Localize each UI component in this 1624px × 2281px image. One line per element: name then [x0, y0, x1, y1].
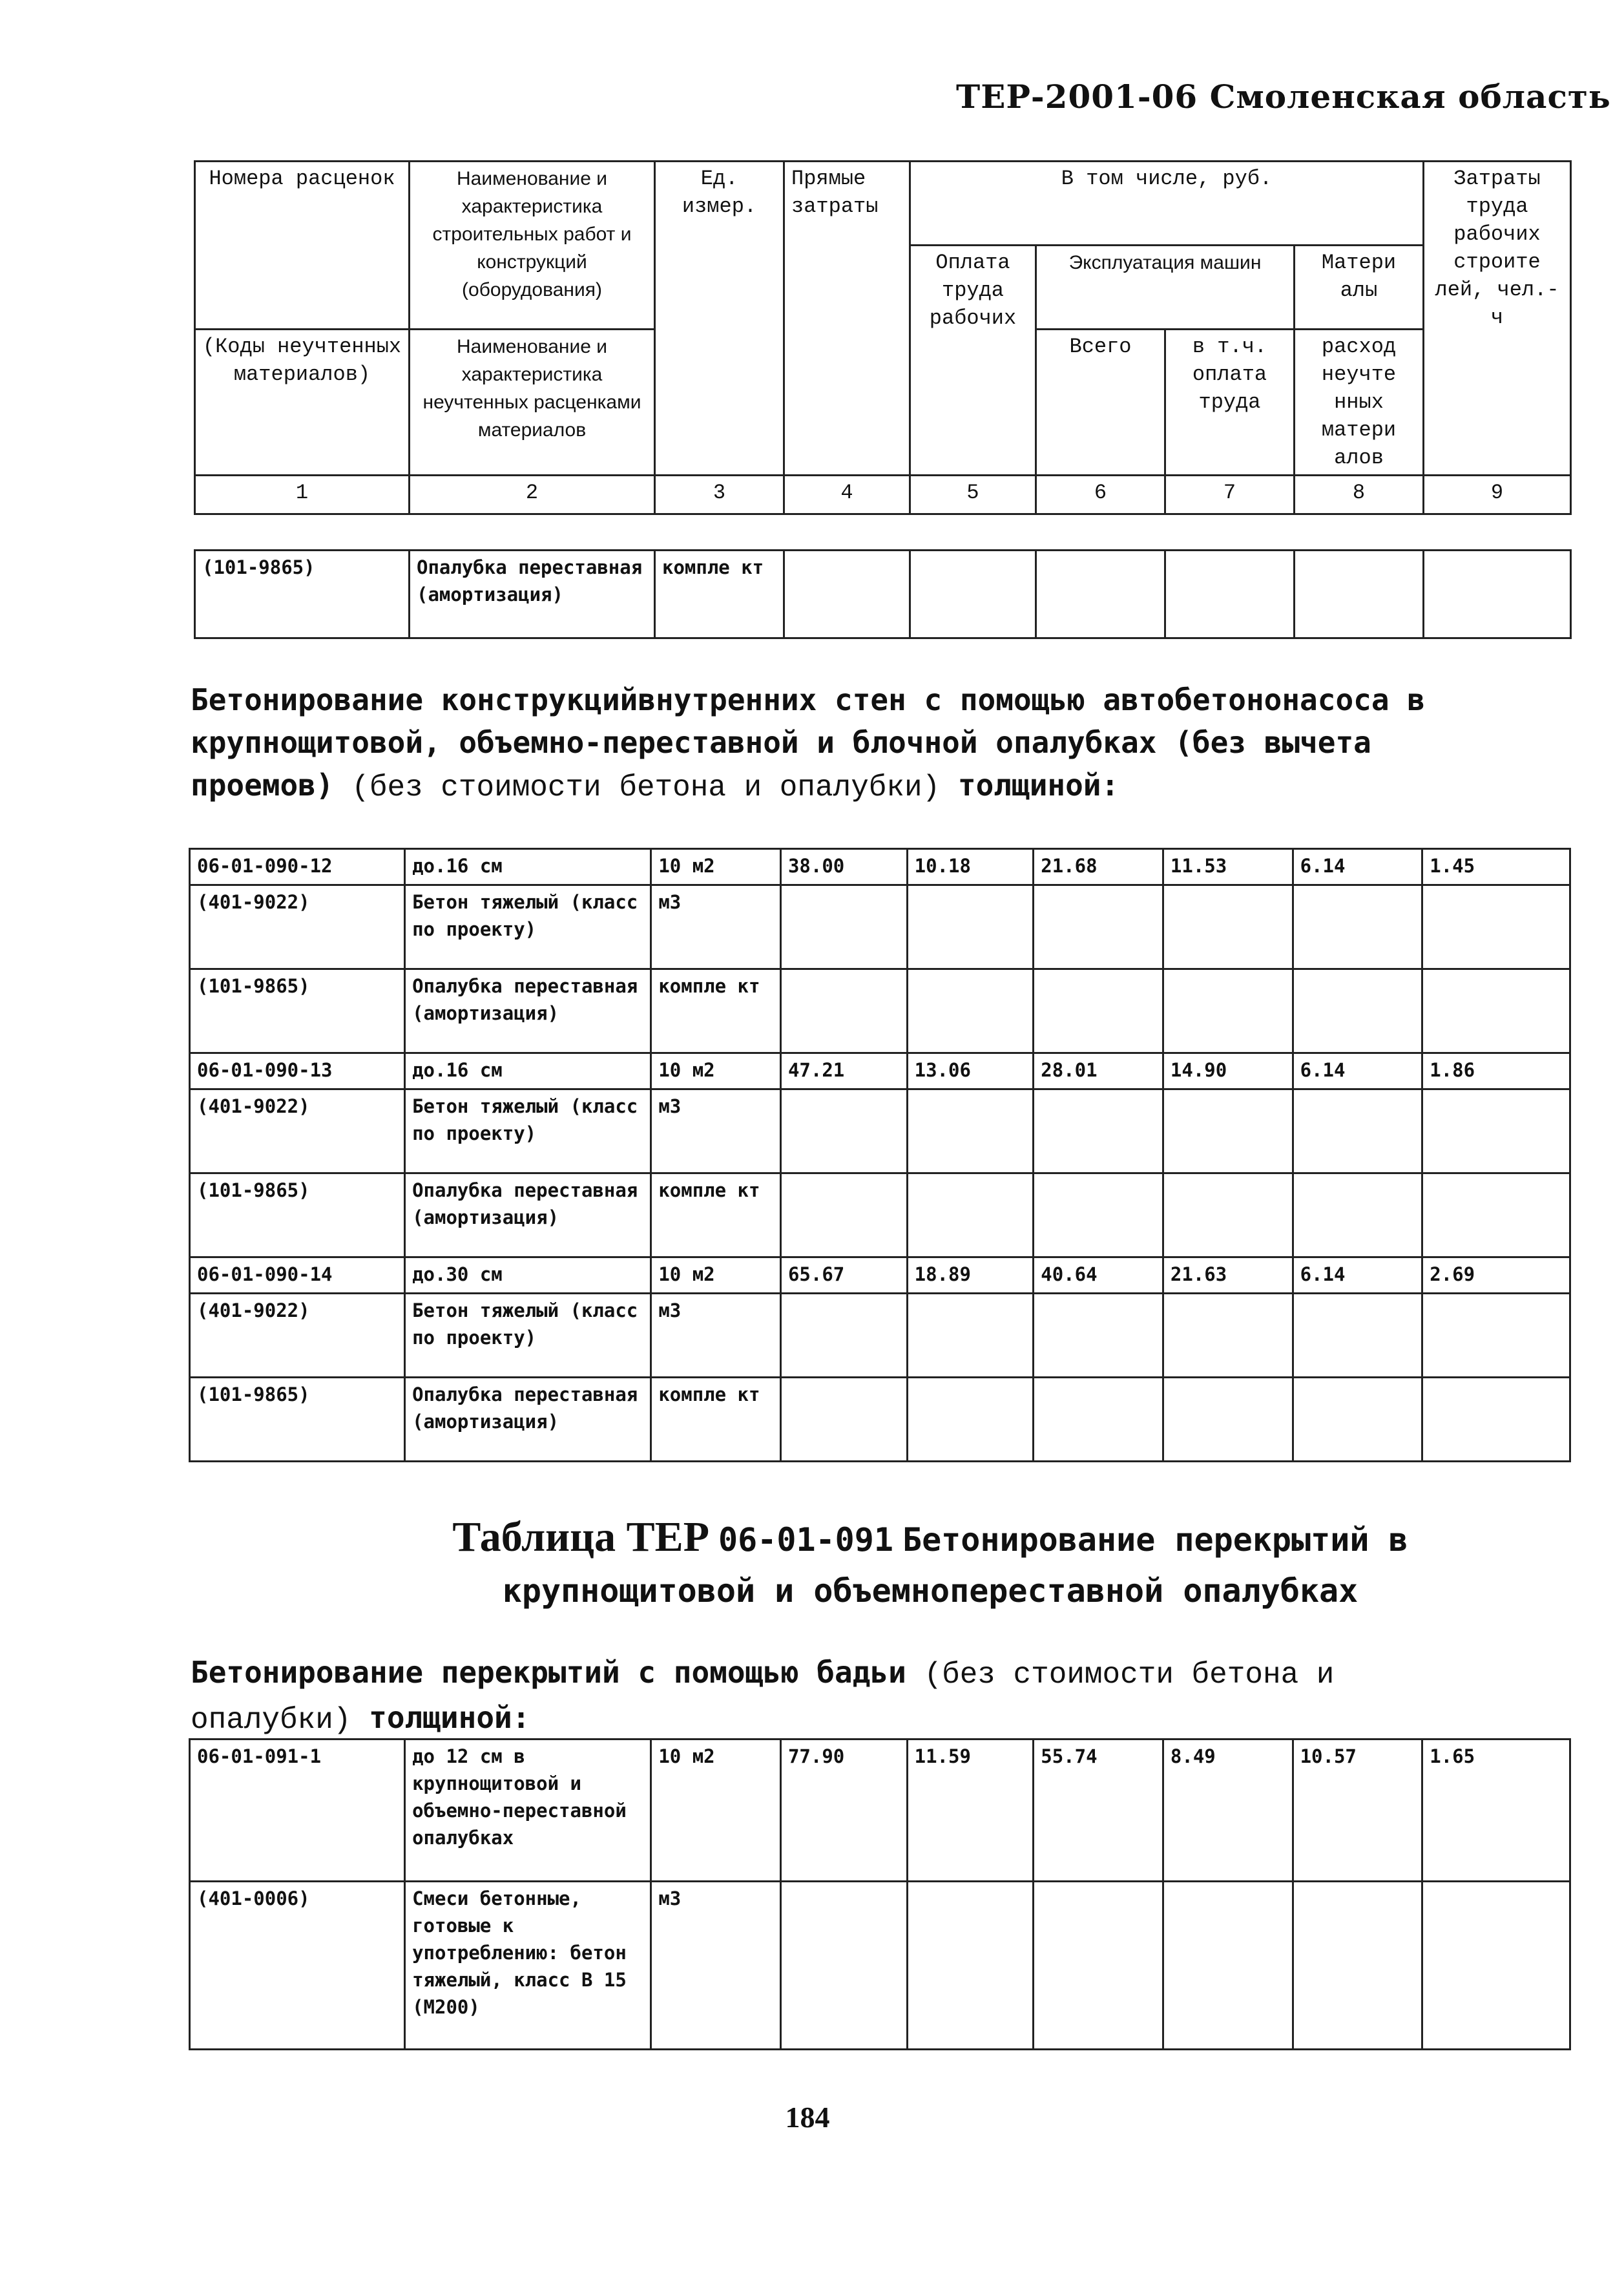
rate-code-cell: (401-0006): [190, 1882, 405, 2050]
rate-code-cell: (401-9022): [190, 885, 405, 969]
name-cell: Опалубка переставная (амортизация): [405, 1378, 651, 1462]
table-row: [190, 1882, 1570, 2050]
worker-pay-cell: [907, 1294, 1034, 1378]
table-title-code: 06-01-091: [718, 1521, 893, 1559]
unit-cell: компле кт: [651, 969, 781, 1053]
table-row: [190, 1740, 1570, 1882]
labor-cell: [1422, 1294, 1570, 1378]
rate-code-cell: (101-9865): [195, 551, 410, 638]
direct-cost-cell: [780, 1089, 907, 1173]
materials-cell: [1295, 551, 1424, 638]
header-work-name: Наименование и характеристика строительных работ и конструкций (оборудования): [410, 162, 655, 330]
rate-code-cell: (101-9865): [190, 969, 405, 1053]
unit-cell: компле кт: [651, 1378, 781, 1462]
table-c: [189, 1738, 1571, 2050]
unit-cell: 10 м2: [651, 1257, 781, 1294]
header-direct-costs: Прямые затраты: [784, 162, 910, 476]
machine-pay-cell: [1163, 969, 1293, 1053]
labor-cell: [1422, 969, 1570, 1053]
rate-code-cell: (401-9022): [190, 1294, 405, 1378]
unit-cell: компле кт: [655, 551, 784, 638]
worker-pay-cell: [910, 551, 1036, 638]
table-row: [195, 551, 1571, 638]
machine-pay-cell: 21.63: [1163, 1257, 1293, 1294]
table-row: [190, 885, 1570, 969]
labor-cell: [1422, 1089, 1570, 1173]
worker-pay-cell: 10.18: [907, 849, 1034, 885]
machine-pay-cell: [1163, 885, 1293, 969]
name-cell: Бетон тяжелый (класс по проекту): [405, 1294, 651, 1378]
name-cell: до.16 см: [405, 1053, 651, 1089]
header-total: Всего: [1036, 330, 1165, 476]
header-unit: Ед. измер.: [655, 162, 784, 476]
machine-pay-cell: [1163, 1089, 1293, 1173]
labor-cell: [1422, 1882, 1570, 2050]
header-worker-pay: Оплата труда рабочих: [910, 246, 1036, 476]
column-number: 9: [1424, 476, 1571, 514]
column-number: 5: [910, 476, 1036, 514]
table-row: [190, 1053, 1570, 1089]
unit-cell: м3: [651, 1089, 781, 1173]
name-cell: до.30 см: [405, 1257, 651, 1294]
machine-pay-cell: 8.49: [1163, 1740, 1293, 1882]
machines-cell: [1034, 1882, 1163, 2050]
column-number: 3: [655, 476, 784, 514]
table-b: [189, 848, 1571, 1462]
machines-cell: [1034, 1089, 1163, 1173]
table-row: [190, 1378, 1570, 1462]
machines-cell: [1034, 885, 1163, 969]
direct-cost-cell: [780, 1882, 907, 2050]
table-title-prefix: Таблица ТЕР: [452, 1513, 710, 1561]
unit-cell: 10 м2: [651, 1740, 781, 1882]
rate-code-cell: (401-9022): [190, 1089, 405, 1173]
materials-cell: [1293, 1089, 1422, 1173]
labor-cell: 1.86: [1422, 1053, 1570, 1089]
materials-cell: [1293, 1173, 1422, 1257]
section-heading-walls-normal: (без стоимости бетона и опалубки): [351, 771, 941, 804]
rate-code-cell: (101-9865): [190, 1173, 405, 1257]
machine-pay-cell: [1163, 1882, 1293, 2050]
unit-cell: м3: [651, 885, 781, 969]
materials-cell: 6.14: [1293, 1257, 1422, 1294]
name-cell: до.16 см: [405, 849, 651, 885]
machine-pay-cell: [1163, 1294, 1293, 1378]
direct-cost-cell: [780, 1378, 907, 1462]
worker-pay-cell: [907, 1089, 1034, 1173]
name-cell: Опалубка переставная (амортизация): [405, 1173, 651, 1257]
machine-pay-cell: [1163, 1173, 1293, 1257]
header-unrecorded-consumption: расход неучте нных матери алов: [1295, 330, 1424, 476]
worker-pay-cell: 13.06: [907, 1053, 1034, 1089]
machine-pay-cell: 11.53: [1163, 849, 1293, 885]
direct-cost-cell: [780, 1294, 907, 1378]
running-title: ТЕР-2001-06 Смоленская область: [956, 78, 1611, 116]
table-row: [190, 1257, 1570, 1294]
section-heading-walls: [191, 678, 1489, 809]
worker-pay-cell: 18.89: [907, 1257, 1034, 1294]
unit-cell: 10 м2: [651, 1053, 781, 1089]
header-including: В том числе, руб.: [910, 162, 1424, 246]
header-rate-number: Номера расценок: [195, 162, 410, 330]
labor-cell: [1422, 1378, 1570, 1462]
direct-cost-cell: 38.00: [780, 849, 907, 885]
name-cell: Бетон тяжелый (класс по проекту): [405, 885, 651, 969]
header-machine-operation: Эксплуатация машин: [1036, 246, 1295, 330]
column-number: 8: [1295, 476, 1424, 514]
unit-cell: 10 м2: [651, 849, 781, 885]
name-cell: Опалубка переставная (амортизация): [410, 551, 655, 638]
machine-pay-cell: [1165, 551, 1295, 638]
rate-code-cell: (101-9865): [190, 1378, 405, 1462]
machines-cell: 28.01: [1034, 1053, 1163, 1089]
header-materials: Матери алы: [1295, 246, 1424, 330]
worker-pay-cell: [907, 885, 1034, 969]
section-heading-slabs-end: толщиной:: [369, 1700, 530, 1735]
table-row: [190, 1294, 1570, 1378]
machines-cell: [1034, 969, 1163, 1053]
machines-cell: [1034, 1378, 1163, 1462]
machine-pay-cell: 14.90: [1163, 1053, 1293, 1089]
column-number: 1: [195, 476, 410, 514]
rate-code-cell: 06-01-090-13: [190, 1053, 405, 1089]
materials-cell: [1293, 1378, 1422, 1462]
machines-cell: 21.68: [1034, 849, 1163, 885]
direct-cost-cell: 47.21: [780, 1053, 907, 1089]
materials-cell: [1293, 885, 1422, 969]
unit-cell: м3: [651, 1882, 781, 2050]
labor-cell: [1422, 1173, 1570, 1257]
table-title-text: Бетонирование перекрытий в крупнощитовой и объемнопереставной опалубках: [502, 1521, 1408, 1610]
worker-pay-cell: [907, 1173, 1034, 1257]
page-number: 184: [785, 2101, 830, 2134]
rate-code-cell: 06-01-090-14: [190, 1257, 405, 1294]
header-labor-costs: Затраты труда рабочих строите лей, чел.-ч: [1424, 162, 1571, 476]
machines-cell: 40.64: [1034, 1257, 1163, 1294]
section-heading-slabs: [191, 1651, 1489, 1741]
materials-cell: [1293, 1882, 1422, 2050]
labor-cell: [1424, 551, 1571, 638]
section-heading-walls-end: толщиной:: [957, 768, 1119, 803]
name-cell: до 12 см в крупнощитовой и объемно-переставной опалубках: [405, 1740, 651, 1882]
worker-pay-cell: [907, 969, 1034, 1053]
machines-cell: [1034, 1173, 1163, 1257]
table-title: [349, 1512, 1512, 1616]
labor-cell: 2.69: [1422, 1257, 1570, 1294]
column-number: 7: [1165, 476, 1295, 514]
materials-cell: 6.14: [1293, 849, 1422, 885]
column-number: 2: [410, 476, 655, 514]
machines-cell: 55.74: [1034, 1740, 1163, 1882]
name-cell: Смеси бетонные, готовые к употреблению: бетон тяжелый, класс В 15 (М200): [405, 1882, 651, 2050]
unit-cell: компле кт: [651, 1173, 781, 1257]
section-heading-walls-bold: Бетонирование конструкцийвнутренних стен с помощью автобетононасоса в крупнощитовой, объемно-переставной и блочной опалубках (без вычета проемов): [191, 682, 1425, 803]
name-cell: Бетон тяжелый (класс по проекту): [405, 1089, 651, 1173]
direct-cost-cell: 65.67: [780, 1257, 907, 1294]
materials-cell: 10.57: [1293, 1740, 1422, 1882]
section-heading-slabs-bold: Бетонирование перекрытий с помощью бадьи: [191, 1655, 906, 1690]
header-table: [194, 160, 1572, 515]
direct-cost-cell: [780, 885, 907, 969]
machines-cell: [1034, 1294, 1163, 1378]
direct-cost-cell: [780, 969, 907, 1053]
rate-code-cell: 06-01-091-1: [190, 1740, 405, 1882]
direct-cost-cell: [784, 551, 910, 638]
materials-cell: [1293, 1294, 1422, 1378]
table-a: [194, 549, 1572, 639]
worker-pay-cell: [907, 1378, 1034, 1462]
labor-cell: [1422, 885, 1570, 969]
table-row: [190, 1173, 1570, 1257]
section-heading-slabs-normal: (без стоимости бетона и опалубки): [191, 1658, 1335, 1737]
worker-pay-cell: [907, 1882, 1034, 2050]
column-number: 6: [1036, 476, 1165, 514]
machine-pay-cell: [1163, 1378, 1293, 1462]
column-number: 4: [784, 476, 910, 514]
unit-cell: м3: [651, 1294, 781, 1378]
materials-cell: [1293, 969, 1422, 1053]
table-row: [190, 849, 1570, 885]
labor-cell: 1.45: [1422, 849, 1570, 885]
direct-cost-cell: 77.90: [780, 1740, 907, 1882]
table-row: [190, 969, 1570, 1053]
machines-cell: [1036, 551, 1165, 638]
header-unrecorded-codes: (Коды неучтенных материалов): [195, 330, 410, 476]
worker-pay-cell: 11.59: [907, 1740, 1034, 1882]
labor-cell: 1.65: [1422, 1740, 1570, 1882]
header-unrecorded-name: Наименование и характеристика неучтенных расценками материалов: [410, 330, 655, 476]
name-cell: Опалубка переставная (амортизация): [405, 969, 651, 1053]
direct-cost-cell: [780, 1173, 907, 1257]
header-including-pay: в т.ч. оплата труда: [1165, 330, 1295, 476]
materials-cell: 6.14: [1293, 1053, 1422, 1089]
table-row: [190, 1089, 1570, 1173]
rate-code-cell: 06-01-090-12: [190, 849, 405, 885]
